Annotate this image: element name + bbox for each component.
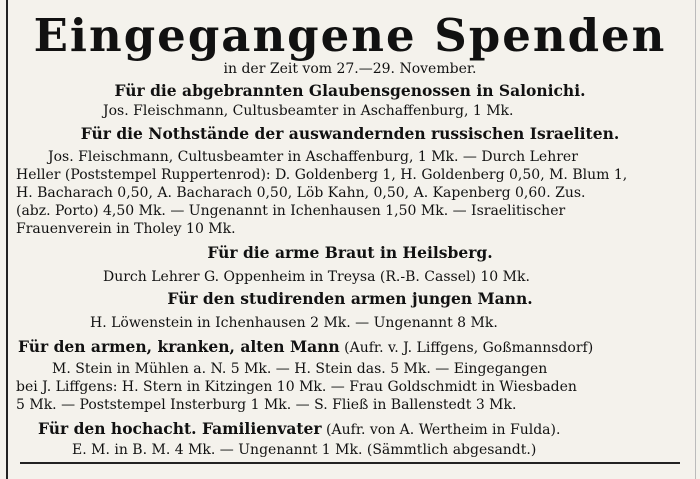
donation-line: Jos. Fleischmann, Cultusbeamter in Aschaffenburg, 1 Mk. <box>103 103 514 119</box>
donation-line: Heller (Poststempel Ruppertenrod): D. Goldenberg 1, H. Goldenberg 0,50, M. Blum 1, <box>16 167 628 183</box>
donation-line: 5 Mk. — Poststempel Insterburg 1 Mk. — S. Fließ in Ballenstedt 3 Mk. <box>16 397 517 413</box>
donation-line: Frauenverein in Tholey 10 Mk. <box>16 221 236 237</box>
donation-line: H. Löwenstein in Ichenhausen 2 Mk. — Ungenannt 8 Mk. <box>90 315 498 331</box>
section-heading-text: Für den hochacht. Familienvater <box>38 419 322 438</box>
section-heading-note: (Aufr. von A. Wertheim in Fulda). <box>326 422 561 438</box>
section-heading-poor-bride: Für die arme Braut in Heilsberg. <box>207 243 493 262</box>
donation-line: (abz. Porto) 4,50 Mk. — Ungenannt in Ichenhausen 1,50 Mk. — Israelitischer <box>16 203 566 219</box>
section-heading-family-father <box>38 420 560 439</box>
donation-line: E. M. in B. M. 4 Mk. — Ungenannt 1 Mk. (Sämmtlich abgesandt.) <box>72 442 537 458</box>
section-heading-russian-israelites: Für die Nothstände der auswandernden russischen Israeliten. <box>80 124 620 143</box>
section-heading-text: Für den armen, kranken, alten Mann <box>18 337 340 356</box>
donation-line: Durch Lehrer G. Oppenheim in Treysa (R.-B. Cassel) 10 Mk. <box>103 269 530 285</box>
donation-line: bei J. Liffgens: H. Stern in Kitzingen 10 Mk. — Frau Goldschmidt in Wiesbaden <box>16 379 577 395</box>
donation-line: Jos. Fleischmann, Cultusbeamter in Aschaffenburg, 1 Mk. — Durch Lehrer <box>48 149 578 165</box>
section-heading-note: (Aufr. v. J. Liffgens, Goßmannsdorf) <box>344 340 594 356</box>
donation-line: M. Stein in Mühlen a. N. 5 Mk. — H. Stein das. 5 Mk. — Eingegangen <box>52 361 548 377</box>
section-heading-old-man <box>18 338 593 357</box>
date-line: in der Zeit vom 27.—29. November. <box>223 61 477 77</box>
divider-rule <box>20 462 680 464</box>
donation-line: H. Bacharach 0,50, A. Bacharach 0,50, Löb Kahn, 0,50, A. Kapenberg 0,60. Zus. <box>16 185 586 201</box>
section-heading-student: Für den studirenden armen jungen Mann. <box>167 289 533 308</box>
section-heading-saloniki: Für die abgebrannten Glaubensgenossen in Salonichi. <box>114 81 586 100</box>
page-title: Eingegangene Spenden <box>33 9 667 62</box>
